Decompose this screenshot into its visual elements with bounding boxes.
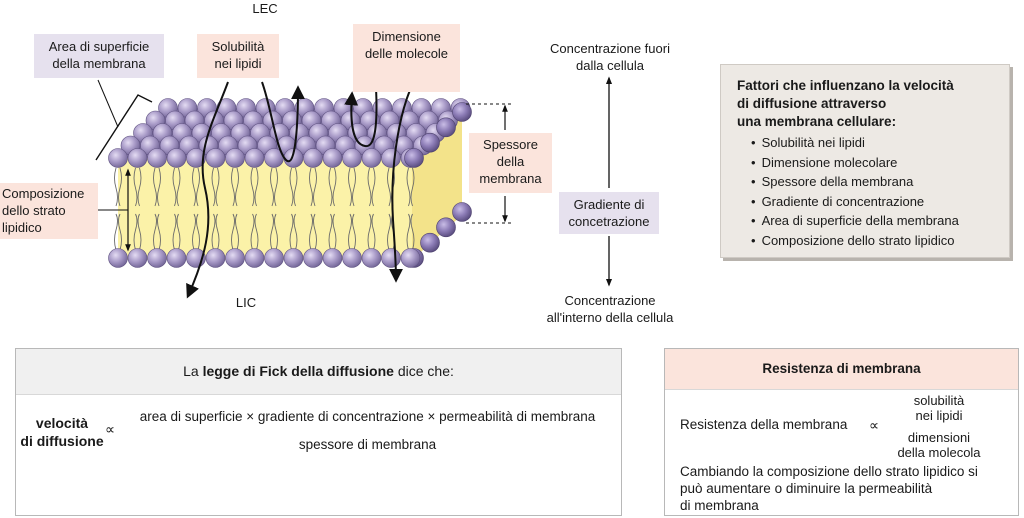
lipid-head — [265, 249, 284, 268]
lipid-head — [437, 118, 456, 137]
lipid-head — [421, 233, 440, 252]
area-label: Area di superficie della membrana — [34, 34, 164, 78]
resistance-title: Resistenza di membrana — [665, 349, 1018, 390]
factors-list — [737, 133, 995, 250]
list-item: • Area di superficie della membrana — [751, 211, 995, 231]
lipid-head — [148, 149, 167, 168]
lipid-head — [453, 203, 472, 222]
lipid-head — [304, 149, 323, 168]
lipid-head — [109, 249, 128, 268]
lipid-head — [226, 249, 245, 268]
composition-label: Composizione dello strato lipidico — [0, 183, 98, 239]
list-item: • Composizione dello strato lipidico — [751, 231, 995, 251]
resistance-lhs: Resistenza della membrana — [680, 417, 848, 432]
lipid-head — [453, 103, 472, 122]
factors-title: Fattori che influenzano la velocità di diffusione attraverso una membrana cellulare: — [737, 78, 954, 129]
area-leader-line — [98, 80, 118, 127]
lipid-head — [343, 249, 362, 268]
lipid-head — [167, 249, 186, 268]
solubility-label: Solubilità nei lipidi — [197, 34, 279, 78]
molecule-size-label: Dimensione delle molecole — [353, 24, 460, 92]
fick-proportional-symbol: ∝ — [104, 421, 115, 437]
lipid-head — [128, 249, 147, 268]
list-item: • Spessore della membrana — [751, 172, 995, 192]
lipid-head — [206, 249, 225, 268]
lipid-head — [206, 149, 225, 168]
resistance-denominator: dimensioni della molecola — [897, 430, 981, 460]
lipid-head — [382, 149, 401, 168]
gradient-label: Gradiente di concetrazione — [559, 192, 659, 234]
factors-box — [720, 64, 1010, 258]
fick-numerator: area di superficie × gradiente di concentrazione × permeabilità di membrana — [139, 409, 596, 424]
lipid-head — [148, 249, 167, 268]
lipid-head — [284, 249, 303, 268]
lipid-tail — [115, 214, 118, 250]
resistance-note: Cambiando la composizione dello strato lipidico si può aumentare o diminuire la permeabilità di membrana — [680, 464, 978, 513]
lipid-head — [167, 149, 186, 168]
lipid-head — [245, 149, 264, 168]
lipid-head — [382, 249, 401, 268]
lipid-head — [226, 149, 245, 168]
lipid-head — [437, 218, 456, 237]
lipid-head — [401, 249, 420, 268]
fick-lhs: velocità di diffusione — [20, 415, 104, 449]
inside-concentration-label: Concentrazione all'interno della cellula — [546, 293, 674, 325]
thickness-label: Spessore della membrana — [469, 133, 552, 193]
lipid-head — [304, 249, 323, 268]
outside-concentration-label: Concentrazione fuori dalla cellula — [550, 41, 670, 73]
lipid-head — [245, 249, 264, 268]
resistance-proportional-symbol: ∝ — [868, 417, 879, 433]
lipid-head — [362, 249, 381, 268]
lipid-head — [128, 149, 147, 168]
lipid-tail — [115, 168, 118, 206]
lipid-head — [343, 149, 362, 168]
lic-label: LIC — [235, 295, 257, 310]
list-item: • Dimensione molecolare — [751, 153, 995, 173]
fick-header: La legge di Fick della diffusione dice che: — [16, 349, 621, 395]
lipid-head — [405, 149, 424, 168]
list-item: • Gradiente di concentrazione — [751, 192, 995, 212]
lipid-head — [421, 133, 440, 152]
lipid-head — [323, 149, 342, 168]
lipid-head — [323, 249, 342, 268]
lec-label: LEC — [252, 1, 278, 16]
list-item: • Solubilità nei lipidi — [751, 133, 995, 153]
lipid-head — [109, 149, 128, 168]
lipid-head — [362, 149, 381, 168]
resistance-numerator: solubilità nei lipidi — [913, 393, 965, 423]
fick-denominator: spessore di membrana — [298, 437, 437, 452]
